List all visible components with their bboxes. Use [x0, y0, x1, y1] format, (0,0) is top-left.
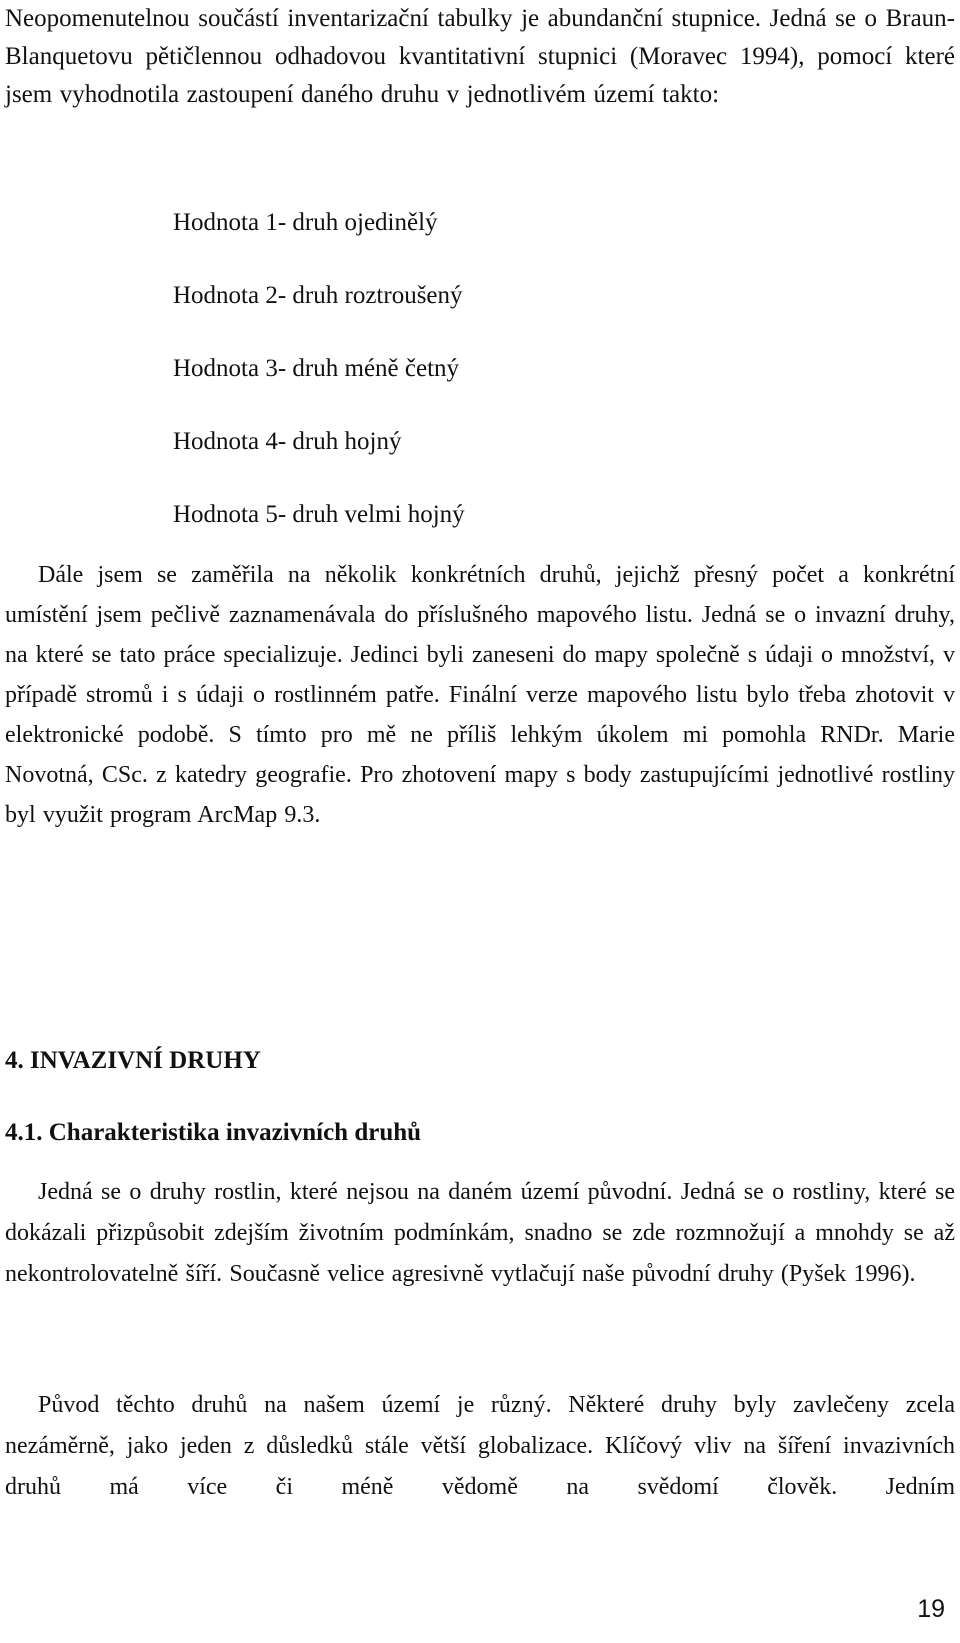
scale-item-description: - druh ojedinělý — [277, 209, 438, 236]
scale-item — [173, 276, 465, 349]
scale-item-description: - druh roztroušený — [277, 282, 463, 309]
chapter-heading: 4. INVAZIVNÍ DRUHY — [5, 1046, 261, 1074]
scale-item-description: - druh hojný — [277, 428, 402, 455]
scale-item-value: 3 — [265, 355, 278, 382]
abundance-scale-list — [173, 203, 465, 568]
scale-item-value: 4 — [265, 428, 278, 455]
scale-item-value: 1 — [265, 209, 278, 236]
body-paragraph-text: Jedná se o druhy rostlin, které nejsou na daném území původní. Jedná se o rostliny, které se dokázali přizpůsobit zdejším životním podmínkám, snadno se zde rozmnožují a mnohdy se až nekontrolovatelně šíří. Současně velice agresivně vytlačují naše původní druhy (Pyšek 1996). — [5, 1179, 955, 1287]
document-page — [5, 0, 955, 1643]
body-paragraph — [5, 1172, 955, 1295]
scale-item-prefix: Hodnota — [173, 282, 266, 309]
scale-item-value: 2 — [265, 282, 278, 309]
scale-item — [173, 422, 465, 495]
section-heading: 4.1. Charakteristika invazivních druhů — [5, 1118, 422, 1146]
method-paragraph-text: Dále jsem se zaměřila na několik konkrétních druhů, jejichž přesný počet a konkrétní umístění jsem pečlivě zaznamenávala do příslušného mapového listu. Jedná se o invazní druhy, na které se tato práce specializuje. Jedinci byli zaneseni do mapy společně s údaji o množství, v případě stromů i s údaji o rostlinném patře. Finální verze mapového listu bylo třeba zhotovit v elektronické podobě. S tímto pro mě ne příliš lehkým úkolem mi pomohla RNDr. Marie Novotná, CSc. z katedry geografie. Pro zhotovení mapy s body zastupujícími jednotlivé rostliny byl využit program ArcMap 9.3. — [5, 562, 955, 828]
page-number: 19 — [917, 1595, 945, 1623]
scale-item-description: - druh velmi hojný — [277, 501, 465, 528]
intro-paragraph: Neopomenutelnou součástí inventarizační tabulky je abundanční stupnice. Jedná se o Braun-Blanquetovu pětičlennou odhadovou kvantitativní stupnici (Moravec 1994), pomocí které jsem vyhodnotila zastoupení daného druhu v jednotlivém území takto: — [5, 5, 955, 108]
scale-item-prefix: Hodnota — [173, 501, 266, 528]
scale-item-prefix: Hodnota — [173, 428, 266, 455]
scale-item — [173, 203, 465, 276]
body-paragraph-text: Původ těchto druhů na našem území je různý. Některé druhy byly zavlečeny zcela nezáměrně, jako jeden z důsledků stále větší globalizace. Klíčový vliv na šíření invazivních druhů má více či méně vědomě na svědomí člověk. Jedním — [5, 1392, 955, 1500]
scale-item-prefix: Hodnota — [173, 355, 266, 382]
scale-item-description: - druh méně četný — [277, 355, 460, 382]
scale-item-prefix: Hodnota — [173, 209, 266, 236]
scale-item-value: 5 — [265, 501, 278, 528]
scale-item — [173, 349, 465, 422]
body-paragraph — [5, 1385, 955, 1508]
method-paragraph — [5, 555, 955, 835]
